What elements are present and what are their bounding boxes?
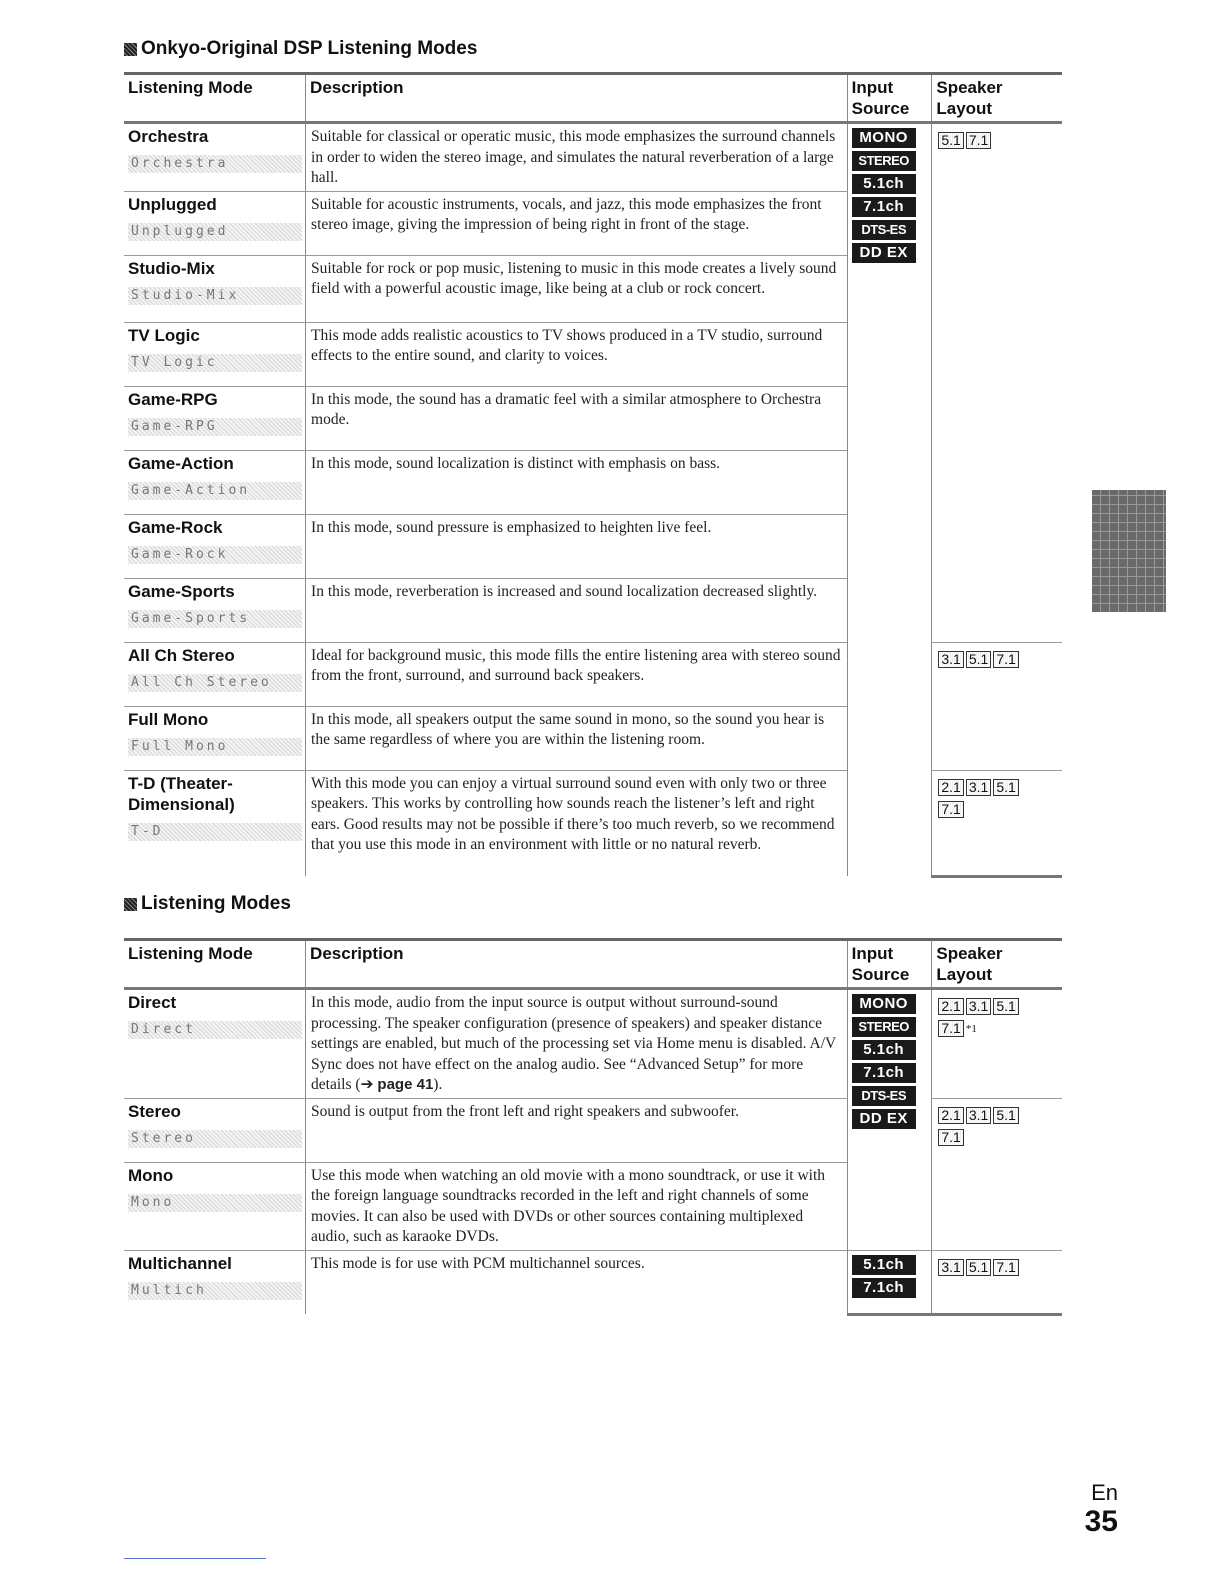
- mode-name: T-D (Theater-Dimensional): [128, 773, 235, 814]
- section-title-text: Listening Modes: [141, 893, 291, 914]
- mode-description: Suitable for acoustic instruments, vocals, and jazz, this mode emphasizes the front stereo image, giving the impression of being right in front of the stage.: [311, 195, 822, 233]
- mode-name: TV Logic: [128, 325, 200, 345]
- display-indicator: T-D: [128, 823, 302, 841]
- dsp-modes-table: [124, 72, 1062, 878]
- mode-name: Direct: [128, 993, 177, 1012]
- speaker-layout-cell: [932, 770, 1062, 876]
- section-title-listening: [124, 893, 291, 915]
- speaker-layout-7-1: 7.1: [938, 1020, 963, 1037]
- mode-name: Mono: [128, 1165, 174, 1185]
- section-title-text: Onkyo-Original DSP Listening Modes: [141, 38, 478, 59]
- speaker-layout-2-1: 2.1: [938, 998, 963, 1015]
- display-indicator: TV Logic: [128, 354, 302, 372]
- input-badge-5-1ch: 5.1ch: [852, 174, 916, 194]
- header-description: Description: [306, 74, 848, 123]
- table-header-row: [124, 74, 1062, 123]
- input-badge-7-1ch: 7.1ch: [852, 1278, 916, 1298]
- listening-modes-table: [124, 938, 1062, 1316]
- mode-description: In this mode, reverberation is increased and sound localization decreased slightly.: [311, 582, 818, 600]
- speaker-layout-3-1: 3.1: [938, 651, 963, 668]
- mode-description: In this mode, sound localization is distinct with emphasis on bass.: [311, 454, 721, 472]
- speaker-layout-7-1: 7.1: [966, 132, 991, 149]
- display-indicator: Full Mono: [128, 738, 302, 756]
- mode-description: This mode is for use with PCM multichannel sources.: [311, 1254, 645, 1272]
- input-source-cell: [847, 989, 932, 1251]
- table-header-row: [124, 940, 1062, 989]
- footer-rule: [124, 1558, 266, 1559]
- mode-description: Ideal for background music, this mode fills the entire listening area with stereo sound from the front, surround, and surround back speakers.: [311, 646, 841, 684]
- input-badge-stereo: STEREO: [852, 1017, 916, 1037]
- mode-name: Full Mono: [128, 709, 209, 729]
- mode-name: Game-Action: [128, 453, 234, 473]
- mode-description: Use this mode when watching an old movie with a mono soundtrack, or use it with the foreign language soundtracks recorded in the left and right channels of some movies. It can also be used with DVDs or other sources containing multiplexed audio, such as karaoke DVDs.: [311, 1166, 826, 1245]
- speaker-layout-2-1: 2.1: [938, 779, 963, 796]
- display-indicator: Multich: [128, 1282, 302, 1300]
- mode-description: In this mode, all speakers output the same sound in mono, so the sound you hear is the same regardless of where you are within the listening room.: [311, 710, 825, 748]
- display-indicator: Unplugged: [128, 223, 302, 241]
- input-badge-dd-ex: DD EX: [852, 243, 916, 263]
- table-row: [124, 1250, 1062, 1314]
- header-input-source: Input Source: [847, 940, 932, 989]
- speaker-layout-cell: [932, 989, 1062, 1099]
- page-reference-link[interactable]: page 41: [377, 1076, 434, 1093]
- mode-description: This mode adds realistic acoustics to TV shows produced in a TV studio, surround effects to the entire sound, and clarity to voices.: [311, 326, 823, 364]
- input-source-cell: [847, 123, 932, 877]
- input-source-cell: [847, 1250, 932, 1314]
- header-description: Description: [306, 940, 848, 989]
- section-marker-icon: [124, 898, 137, 911]
- input-badge-dts-es: DTS-ES: [852, 220, 916, 240]
- speaker-layout-7-1: 7.1: [993, 1259, 1018, 1276]
- page-language: En: [1091, 1480, 1118, 1505]
- speaker-layout-2-1: 2.1: [938, 1107, 963, 1124]
- speaker-layout-5-1: 5.1: [938, 132, 963, 149]
- mode-name: Game-Sports: [128, 581, 235, 601]
- display-indicator: Stereo: [128, 1130, 302, 1148]
- mode-name: Game-Rock: [128, 517, 223, 537]
- speaker-layout-5-1: 5.1: [966, 651, 991, 668]
- mode-description: Suitable for rock or pop music, listening to music in this mode creates a lively sound field with a powerful acoustic image, like being at a club or rock concert.: [311, 259, 837, 297]
- arrow-icon: ➔: [360, 1076, 374, 1093]
- input-badge-7-1ch: 7.1ch: [852, 1063, 916, 1083]
- header-input-source: Input Source: [847, 74, 932, 123]
- input-badge-dts-es: DTS-ES: [852, 1086, 916, 1106]
- display-indicator: Game-RPG: [128, 418, 302, 436]
- header-speaker-layout: Speaker Layout: [932, 74, 1062, 123]
- mode-name: Studio-Mix: [128, 258, 215, 278]
- mode-name: Multichannel: [128, 1253, 232, 1273]
- input-badge-5-1ch: 5.1ch: [852, 1040, 916, 1060]
- speaker-layout-7-1: 7.1: [938, 1129, 963, 1146]
- input-badge-7-1ch: 7.1ch: [852, 197, 916, 217]
- page-number: 35: [1084, 1505, 1118, 1538]
- mode-description: Suitable for classical or operatic music, this mode emphasizes the surround channels in order to widen the stereo image, and simulates the natural reverberation of a large hall.: [311, 128, 836, 186]
- header-listening-mode: Listening Mode: [124, 940, 306, 989]
- display-indicator: Game-Rock: [128, 546, 302, 564]
- description-text: In this mode, audio from the input source is output without surround-sound processing. The speaker configuration (presence of speakers) and speaker distance settings are enabled, but much of the processing set via Home menu is disabled. A/V Sync does not have effect on the analog audio. See “Advanced Setup” for more details (: [311, 994, 836, 1093]
- display-indicator: Game-Action: [128, 482, 302, 500]
- input-badge-5-1ch: 5.1ch: [852, 1255, 916, 1275]
- mode-description: In this mode, the sound has a dramatic feel with a similar atmosphere to Orchestra mode.: [311, 390, 822, 428]
- mode-name: Unplugged: [128, 194, 217, 214]
- mode-description: With this mode you can enjoy a virtual surround sound even with only two or three speakers. This works by controlling how sounds reach the listener’s left and right ears. Good results may not be possible if there’s too much reverb, so we recommend that you use this mode in an environment with little or no natural reverb.: [311, 774, 835, 853]
- speaker-layout-cell: [932, 123, 1062, 643]
- table-row: [124, 123, 1062, 192]
- display-indicator: Studio-Mix: [128, 287, 302, 305]
- section-title-dsp: [124, 38, 477, 60]
- mode-name: All Ch Stereo: [128, 645, 235, 665]
- input-badge-mono: MONO: [852, 994, 916, 1014]
- speaker-layout-3-1: 3.1: [938, 1259, 963, 1276]
- input-badge-mono: MONO: [852, 128, 916, 148]
- mode-description: [306, 990, 847, 1098]
- display-indicator: All Ch Stereo: [128, 674, 302, 692]
- speaker-layout-7-1: 7.1: [993, 651, 1018, 668]
- speaker-layout-cell: [932, 1098, 1062, 1250]
- chapter-side-tab: [1092, 490, 1166, 612]
- display-indicator: Game-Sports: [128, 610, 302, 628]
- display-indicator: Direct: [128, 1021, 302, 1039]
- speaker-layout-cell: [932, 642, 1062, 770]
- input-badge-stereo: STEREO: [852, 151, 916, 171]
- header-speaker-layout: Speaker Layout: [932, 940, 1062, 989]
- speaker-layout-5-1: 5.1: [993, 779, 1018, 796]
- display-indicator: Orchestra: [128, 155, 302, 173]
- footnote-mark: *1: [965, 1023, 977, 1035]
- mode-name: Orchestra: [128, 127, 209, 146]
- speaker-layout-5-1: 5.1: [966, 1259, 991, 1276]
- speaker-layout-3-1: 3.1: [966, 1107, 991, 1124]
- speaker-layout-3-1: 3.1: [966, 779, 991, 796]
- mode-description: Sound is output from the front left and right speakers and subwoofer.: [311, 1102, 739, 1120]
- speaker-layout-cell: [932, 1250, 1062, 1314]
- speaker-layout-5-1: 5.1: [993, 998, 1018, 1015]
- display-indicator: Mono: [128, 1194, 302, 1212]
- mode-name: Stereo: [128, 1101, 181, 1121]
- input-badge-dd-ex: DD EX: [852, 1109, 916, 1129]
- speaker-layout-3-1: 3.1: [966, 998, 991, 1015]
- speaker-layout-5-1: 5.1: [993, 1107, 1018, 1124]
- mode-name: Game-RPG: [128, 389, 218, 409]
- mode-description: In this mode, sound pressure is emphasized to heighten live feel.: [311, 518, 712, 536]
- section-marker-icon: [124, 43, 137, 56]
- table-row: [124, 989, 1062, 1099]
- description-text: ).: [433, 1076, 443, 1093]
- header-listening-mode: Listening Mode: [124, 74, 306, 123]
- page-identifier: [1085, 1480, 1118, 1538]
- speaker-layout-7-1: 7.1: [938, 801, 963, 818]
